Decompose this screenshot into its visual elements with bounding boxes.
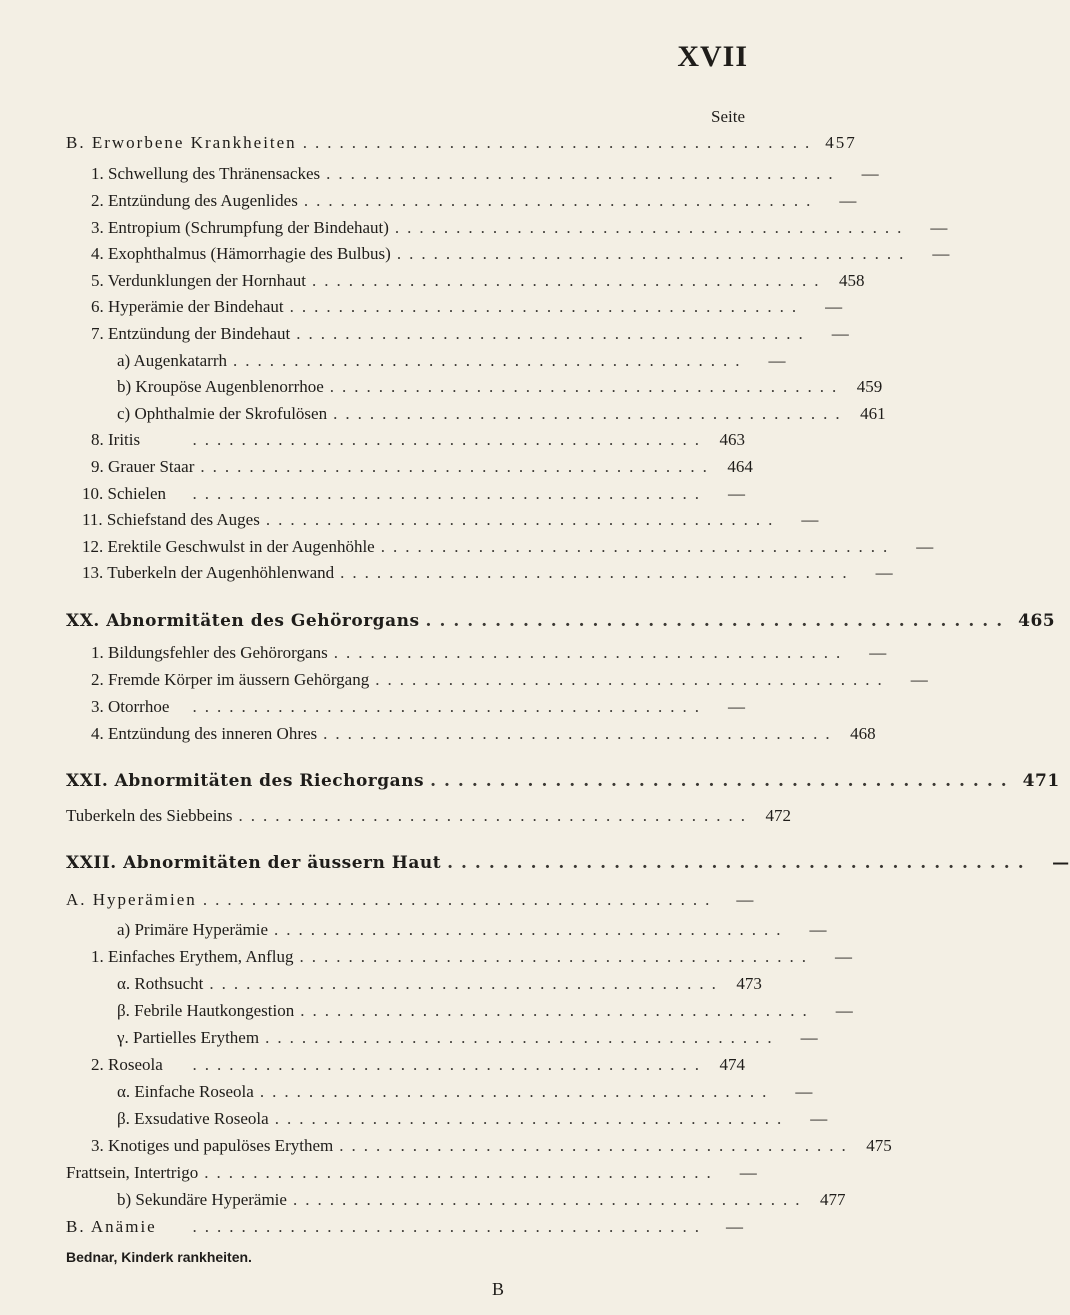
toc-entry: 6. Hyperämie der Bindehaut .......................................... — (91, 297, 843, 316)
toc-entry: Tuberkeln des Siebbeins .......................................... 472 (66, 806, 792, 825)
toc-entry: 11. Schiefstand des Auges .......................................... — (82, 510, 819, 529)
toc-entry: 2. Entzündung des Augenlides .......................................... — (91, 191, 857, 210)
toc-entry: 4. Exophthalmus (Hämorrhagie des Bulbus) .......................................... — (91, 244, 950, 263)
toc-entry: 1. Bildungsfehler des Gehörorgans .......................................... — (91, 643, 887, 662)
toc-entry: 1. Einfaches Erythem, Anflug .......................................... — (91, 947, 853, 966)
footer-note: Bednar, Kinderk rankheiten. (66, 1249, 252, 1265)
toc-section-heading: XXI. Abnormitäten des Riechorgans .......................................... 471 (66, 771, 1060, 791)
toc-entry: 5. Verdunklungen der Hornhaut .......................................... 458 (91, 271, 865, 290)
toc-entry: β. Febrile Hautkongestion .......................................... — (117, 1001, 853, 1020)
toc-entry: 12. Erektile Geschwulst in der Augenhöhle .......................................... — (82, 537, 934, 556)
toc-entry: α. Rothsucht .......................................... 473 (117, 974, 762, 993)
toc-entry: 7. Entzündung der Bindehaut .......................................... — (91, 324, 849, 343)
toc-entry: 3. Entropium (Schrumpfung der Bindehaut) .......................................... — (91, 218, 948, 237)
toc-entry: 8. Iritis .......................................... 463 (91, 430, 745, 449)
toc-entry: 2. Roseola .......................................... 474 (91, 1055, 745, 1074)
toc-entry: B. Erworbene Krankheiten .......................................... 457 (66, 133, 857, 152)
toc-entry: 4. Entzündung des inneren Ohres .......................................... 468 (91, 724, 876, 743)
toc-entry: a) Augenkatarrh .......................................... — (117, 351, 786, 370)
toc-entry: b) Sekundäre Hyperämie .......................................... 477 (117, 1190, 846, 1209)
page-number: XVII (677, 40, 748, 73)
signature-mark: B (492, 1279, 505, 1299)
toc-entry: β. Exsudative Roseola .......................................... — (117, 1109, 828, 1128)
toc-entry: 10. Schielen .......................................... — (82, 484, 745, 503)
toc-entry: 3. Otorrhoe .......................................... — (91, 697, 745, 716)
toc-entry: 1. Schwellung des Thränensackes .......................................... — (91, 164, 879, 183)
toc-entry: 9. Grauer Staar .......................................... 464 (91, 457, 753, 476)
toc-entry: γ. Partielles Erythem .......................................... — (117, 1028, 818, 1047)
toc-entry: a) Primäre Hyperämie .......................................... — (117, 920, 827, 939)
toc-section-heading: XX. Abnormitäten des Gehörorgans .......................................... 465 (66, 611, 1056, 631)
toc-entry: B. Anämie .......................................... — (66, 1217, 745, 1236)
toc-section-heading: XXII. Abnormitäten der äussern Haut .......................................... — (66, 853, 1070, 873)
toc-entry: A. Hyperämien .......................................... — (66, 890, 756, 909)
toc-entry: α. Einfache Roseola .......................................... — (117, 1082, 813, 1101)
toc-entry: Frattsein, Intertrigo .......................................... — (66, 1163, 757, 1182)
toc-entry: 13. Tuberkeln der Augenhöhlenwand .......................................... — (82, 563, 893, 582)
toc-entry: 2. Fremde Körper im äussern Gehörgang .......................................... — (91, 670, 928, 689)
toc-entry: b) Kroupöse Augenblenorrhoe .......................................... 459 (117, 377, 883, 396)
toc-entry: c) Ophthalmie der Skrofulösen .......................................... 461 (117, 404, 886, 423)
seite-label: Seite (711, 107, 745, 126)
toc-entry: 3. Knotiges und papulöses Erythem .......................................... 475 (91, 1136, 892, 1155)
